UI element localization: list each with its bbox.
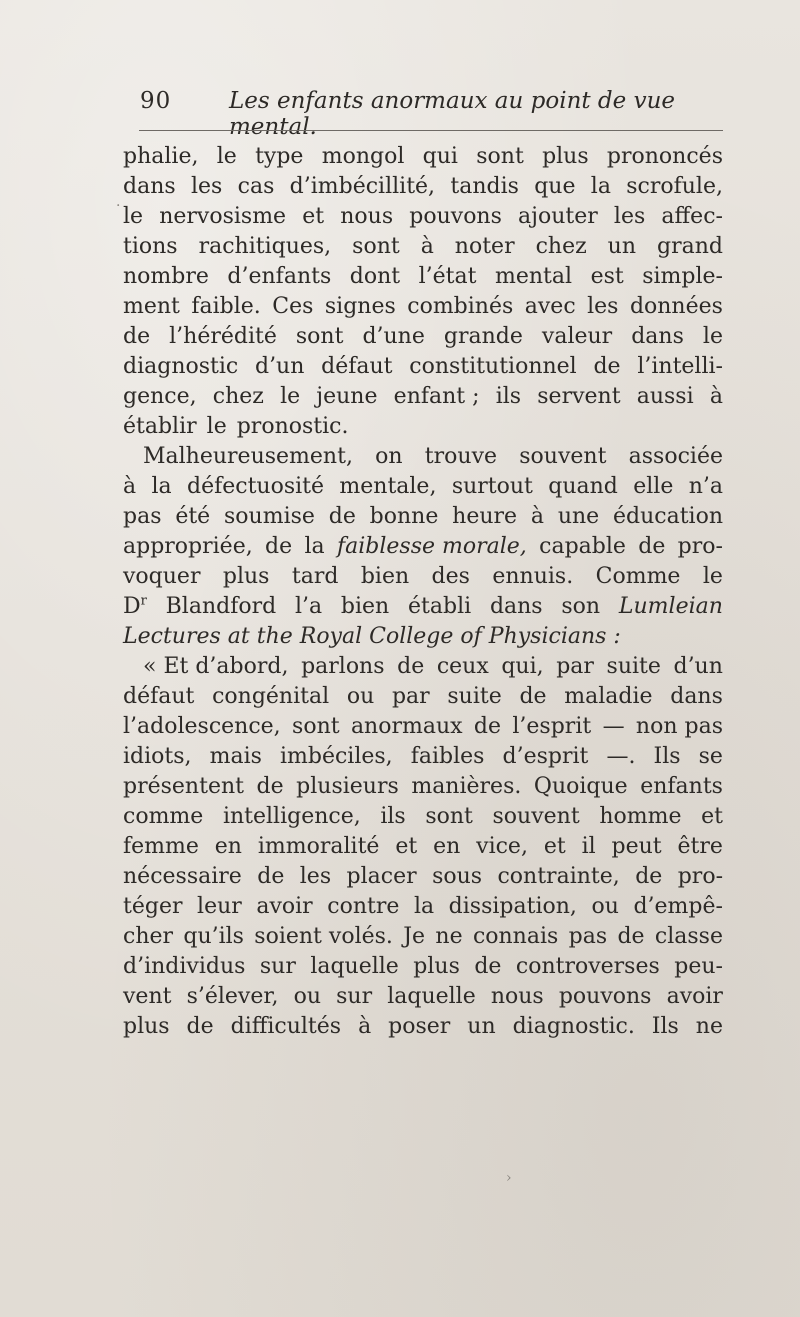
word: de	[519, 684, 547, 709]
word: des	[431, 564, 470, 589]
word: ment	[123, 294, 180, 319]
word: faible.	[191, 294, 261, 319]
word: « Et d’abord,	[143, 654, 289, 679]
word: de	[473, 714, 502, 739]
word: ils	[495, 384, 522, 409]
word: à	[709, 384, 723, 409]
word: de	[638, 534, 666, 559]
word: l’hérédité	[169, 324, 277, 349]
word: le	[702, 564, 723, 589]
word: suite	[447, 684, 502, 709]
word: données	[629, 294, 723, 319]
word: souvent	[492, 804, 580, 829]
word: présentent	[123, 774, 244, 799]
word: heure	[452, 504, 518, 529]
word: le	[206, 414, 227, 439]
word: sous	[432, 864, 483, 889]
text-line-7	[123, 322, 723, 352]
paper-speck: ·	[116, 198, 121, 214]
word: été	[175, 504, 211, 529]
word: poser	[388, 1014, 451, 1039]
word: de	[256, 774, 284, 799]
word: ceux	[436, 654, 489, 679]
word: d’imbécillité,	[289, 174, 436, 199]
word: pas	[568, 924, 608, 949]
word: tandis	[450, 174, 519, 199]
word: homme	[599, 804, 682, 829]
word: avoir	[666, 984, 723, 1009]
header-rule	[139, 130, 723, 131]
word: d’enfants	[227, 264, 332, 289]
word: la	[151, 474, 172, 499]
word: soumise	[224, 504, 315, 529]
word: classe	[654, 924, 723, 949]
text-line-28	[123, 952, 723, 982]
word: ou	[591, 894, 619, 919]
text-line-9	[123, 382, 723, 412]
word: qu’ils	[183, 924, 244, 949]
word: dans	[631, 324, 684, 349]
word: —	[602, 714, 625, 739]
text-line-2	[123, 172, 723, 202]
text-line-26	[123, 892, 723, 922]
word: l’esprit	[512, 714, 592, 739]
word: nombre	[123, 264, 209, 289]
word: contre	[327, 894, 400, 919]
word: plus	[542, 144, 589, 169]
word: pas	[123, 504, 162, 529]
text-line-25	[123, 862, 723, 892]
word: servent	[537, 384, 621, 409]
word: à	[530, 504, 545, 529]
word: ajouter	[518, 204, 598, 229]
word: intelligence,	[222, 804, 361, 829]
word: pro-	[677, 534, 723, 559]
word: d’empê-	[633, 894, 723, 919]
word: peu-	[674, 954, 723, 979]
word: le	[702, 324, 723, 349]
word: sont	[425, 804, 473, 829]
word: cas	[237, 174, 275, 199]
word: d’esprit	[502, 744, 589, 769]
text-line-23	[123, 802, 723, 832]
word: les	[613, 204, 646, 229]
word: maladie	[564, 684, 653, 709]
word: Quoique	[533, 774, 628, 799]
word: anormaux	[350, 714, 463, 739]
word: imbéciles,	[279, 744, 393, 769]
word: chez	[212, 384, 264, 409]
word: défaut	[123, 684, 195, 709]
word: s’élever,	[186, 984, 279, 1009]
word: difficultés	[230, 1014, 342, 1039]
word: peut	[611, 834, 662, 859]
word: il	[581, 834, 596, 859]
word: gence,	[123, 384, 197, 409]
word: avoir	[256, 894, 313, 919]
text-line-29	[123, 982, 723, 1012]
word: les	[190, 174, 223, 199]
word: l’a	[294, 594, 323, 619]
word: la	[590, 174, 611, 199]
word: de	[474, 954, 502, 979]
word: l’adolescence,	[123, 714, 281, 739]
text-line-1	[123, 142, 723, 172]
word: le	[216, 144, 237, 169]
word: établi	[408, 594, 472, 619]
word: contrainte,	[497, 864, 620, 889]
word: Ils	[651, 1014, 679, 1039]
word: sont	[292, 714, 340, 739]
text-line-20	[123, 712, 723, 742]
word: grand	[657, 234, 723, 259]
word: signes	[324, 294, 396, 319]
word: et	[543, 834, 566, 859]
word: connais	[472, 924, 559, 949]
word: placer	[346, 864, 417, 889]
word: idiots,	[123, 744, 192, 769]
word: ou	[346, 684, 375, 709]
word: scrofule,	[626, 174, 723, 199]
word: et	[701, 804, 723, 829]
word: enfant ;	[393, 384, 480, 409]
word: pronostic.	[236, 414, 349, 439]
word: suite	[606, 654, 661, 679]
word: se	[698, 744, 723, 769]
word: cher	[123, 924, 174, 949]
text-line-12	[123, 472, 723, 502]
word: par	[391, 684, 430, 709]
word: Ces	[272, 294, 314, 319]
word: qui,	[501, 654, 544, 679]
word: Malheureusement,	[143, 444, 353, 469]
word: plus	[123, 1014, 170, 1039]
italic-phrase: faiblesse morale,	[336, 534, 527, 559]
word: de	[617, 924, 645, 949]
word: plusieurs	[296, 774, 399, 799]
word: à	[420, 234, 434, 259]
word: que	[534, 174, 576, 199]
word: $D^r$	[123, 593, 147, 619]
word: associée	[628, 444, 723, 469]
word: d’un	[673, 654, 723, 679]
word: mais	[209, 744, 262, 769]
word: sont	[352, 234, 400, 259]
word: prononcés	[606, 144, 723, 169]
word: comme	[123, 804, 204, 829]
text-line-10	[123, 412, 348, 442]
text-line-22	[123, 772, 723, 802]
word: Blandford	[165, 594, 277, 619]
word: en	[214, 834, 242, 859]
text-line-18	[143, 652, 723, 682]
italic-title: Lectures at the Royal College of Physicians :	[123, 624, 621, 649]
word: établir	[123, 414, 197, 439]
word: sont	[476, 144, 524, 169]
word: diagnostic	[123, 354, 239, 379]
word: à	[358, 1014, 372, 1039]
word: capable	[539, 534, 626, 559]
word: de	[257, 864, 285, 889]
text-line-4	[123, 232, 723, 262]
word: tions	[123, 234, 178, 259]
word: faibles	[410, 744, 485, 769]
word: dont	[349, 264, 401, 289]
text-line-6	[123, 292, 723, 322]
word: d’un	[254, 354, 305, 379]
word: de	[265, 534, 293, 559]
text-line-13	[123, 502, 723, 532]
word: ne	[435, 924, 463, 949]
word: l’intelli-	[637, 354, 723, 379]
word: par	[556, 654, 594, 679]
word: le	[280, 384, 301, 409]
word: laquelle	[310, 954, 399, 979]
word: mentale,	[339, 474, 437, 499]
word: à	[123, 474, 137, 499]
word: et	[302, 204, 325, 229]
word: de	[328, 504, 356, 529]
word: ou	[293, 984, 322, 1009]
page-number: 90	[140, 88, 172, 114]
word: une	[557, 504, 600, 529]
word: manières.	[411, 774, 522, 799]
word: constitutionnel	[409, 354, 577, 379]
text-line-16	[123, 592, 723, 622]
word: ils	[380, 804, 406, 829]
word: aussi	[636, 384, 694, 409]
word: valeur	[541, 324, 613, 349]
text-line-21	[123, 742, 723, 772]
word: soient volés.	[254, 924, 393, 949]
word: voquer	[123, 564, 201, 589]
word: avec	[524, 294, 576, 319]
word: mongol	[321, 144, 405, 169]
word: Ils	[653, 744, 681, 769]
word: congénital	[212, 684, 330, 709]
word: sur	[259, 954, 296, 979]
word: sur	[336, 984, 373, 1009]
word: —.	[606, 744, 636, 769]
word: de	[635, 864, 663, 889]
word: pouvons	[409, 204, 502, 229]
word: grande	[443, 324, 523, 349]
word: phalie,	[123, 144, 199, 169]
word: Comme	[595, 564, 681, 589]
word: la	[413, 894, 435, 919]
word: affec-	[661, 204, 723, 229]
word: trouve	[424, 444, 498, 469]
text-line-3	[123, 202, 723, 232]
word: le	[123, 204, 144, 229]
word: vice,	[476, 834, 528, 859]
text-line-27	[123, 922, 723, 952]
word: les	[299, 864, 332, 889]
word: plus	[222, 564, 270, 589]
word: mental	[495, 264, 573, 289]
word: leur	[197, 894, 242, 919]
word: quand	[548, 474, 618, 499]
word: nécessaire	[123, 864, 242, 889]
word: diagnostic.	[512, 1014, 635, 1039]
word: surtout	[451, 474, 533, 499]
word: chez	[535, 234, 587, 259]
word: dans	[123, 174, 176, 199]
word: d’une	[362, 324, 425, 349]
word: un	[467, 1014, 496, 1039]
word: on	[375, 444, 403, 469]
word: téger	[123, 894, 183, 919]
word: controverses	[515, 954, 660, 979]
word: dans	[670, 684, 723, 709]
word: de	[397, 654, 425, 679]
word: enfants	[640, 774, 723, 799]
word: la	[304, 534, 325, 559]
word: noter	[454, 234, 515, 259]
word: dissipation,	[448, 894, 577, 919]
word: Je	[403, 924, 426, 949]
word: tard	[291, 564, 339, 589]
word: jeune	[316, 384, 378, 409]
word: qui	[422, 144, 458, 169]
text-line-5	[123, 262, 723, 292]
paper-speck: ›	[506, 1170, 512, 1186]
word: nervosisme	[159, 204, 287, 229]
running-title: Les enfants anormaux au point de vue mental.	[229, 88, 675, 140]
word: rachitiques,	[198, 234, 332, 259]
word: l’état	[418, 264, 477, 289]
text-line-14	[123, 532, 723, 562]
word: appropriée,	[123, 534, 253, 559]
word: immoralité	[257, 834, 380, 859]
word: de	[593, 354, 621, 379]
word: et	[395, 834, 418, 859]
word: laquelle	[387, 984, 476, 1009]
word: bien	[340, 594, 390, 619]
text-line-19	[123, 682, 723, 712]
text-line-11	[143, 442, 723, 472]
word: dans	[489, 594, 543, 619]
text-line-15	[123, 562, 723, 592]
word: parlons	[301, 654, 385, 679]
text-line-24	[123, 832, 723, 862]
word: plus	[413, 954, 460, 979]
text-line-30	[123, 1012, 723, 1042]
word: non pas	[635, 714, 723, 739]
italic-word: Lumleian	[618, 594, 723, 619]
word: type	[255, 144, 304, 169]
word: bien	[360, 564, 410, 589]
word: en	[433, 834, 461, 859]
word: elle	[633, 474, 674, 499]
word: bonne	[369, 504, 439, 529]
word: nous	[340, 204, 394, 229]
word: son	[561, 594, 601, 619]
word: de	[123, 324, 151, 349]
word: souvent	[519, 444, 607, 469]
word: ennuis.	[492, 564, 574, 589]
word: d’individus	[123, 954, 246, 979]
text-line-17	[123, 622, 621, 652]
word: défaut	[321, 354, 393, 379]
word: un	[607, 234, 637, 259]
word: est	[590, 264, 624, 289]
word: être	[677, 834, 723, 859]
word: sont	[295, 324, 344, 349]
word: n’a	[688, 474, 723, 499]
word: pro-	[677, 864, 723, 889]
word: combinés	[407, 294, 514, 319]
word: défectuosité	[187, 474, 325, 499]
word: ne	[695, 1014, 723, 1039]
word: les	[587, 294, 619, 319]
text-line-8	[123, 352, 723, 382]
word: simple-	[642, 264, 723, 289]
word: nous	[490, 984, 544, 1009]
word: vent	[123, 984, 172, 1009]
word: pouvons	[558, 984, 652, 1009]
word: femme	[123, 834, 199, 859]
page-header	[140, 88, 720, 140]
word: éducation	[613, 504, 723, 529]
word: de	[186, 1014, 214, 1039]
